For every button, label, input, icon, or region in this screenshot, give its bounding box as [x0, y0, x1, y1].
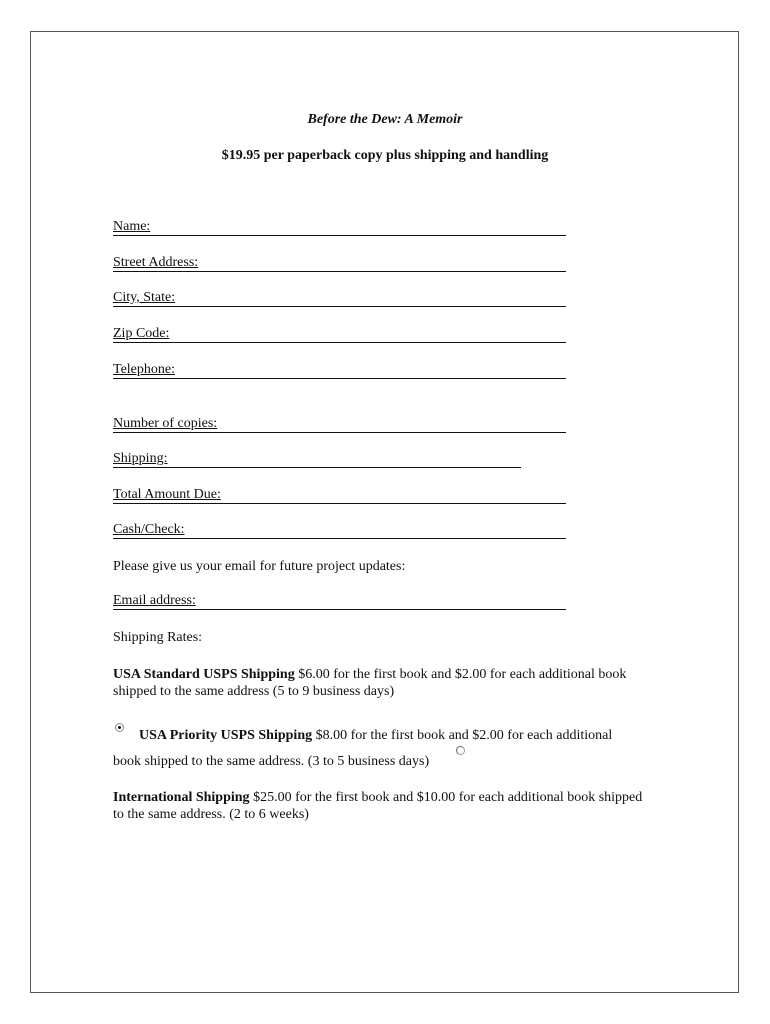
shipping-input[interactable]: [167, 451, 521, 467]
international-shipping-option: [113, 789, 643, 823]
shipping-label: Shipping:: [113, 451, 168, 466]
cash-check-field: [113, 520, 566, 539]
book-title: Before the Dew: A Memoir: [307, 112, 463, 127]
email-prompt: Please give us your email for future project updates:: [113, 559, 406, 574]
total-amount-input[interactable]: [221, 487, 566, 503]
street-address-label: Street Address:: [113, 255, 199, 270]
priority-shipping-radio[interactable]: [115, 723, 124, 732]
cash-check-label: Cash/Check:: [113, 522, 185, 537]
city-state-label: City, State:: [113, 290, 176, 305]
shipping-field: [113, 449, 521, 468]
street-address-input[interactable]: [198, 255, 566, 271]
street-address-field: [113, 253, 566, 272]
international-shipping-name: International Shipping: [113, 790, 250, 805]
name-field: [113, 217, 566, 236]
priority-shipping-desc-line1: $8.00 for the first book and $2.00 for each additional: [312, 728, 613, 743]
copies-field: [113, 414, 566, 433]
telephone-field: [113, 360, 566, 379]
total-amount-label: Total Amount Due:: [113, 487, 221, 502]
priority-shipping-name: USA Priority USPS Shipping: [139, 728, 313, 743]
priority-shipping-option-line1: [139, 727, 659, 744]
standard-shipping-name: USA Standard USPS Shipping: [113, 667, 295, 682]
zip-code-label: Zip Code:: [113, 326, 170, 341]
name-label: Name:: [113, 219, 151, 234]
shipping-rates-heading: Shipping Rates:: [113, 630, 203, 645]
zip-code-field: [113, 324, 566, 343]
copies-label: Number of copies:: [113, 416, 218, 431]
standard-shipping-desc: $6.00 for the first book and $2.00 for each additional book shipped to the same address (5 to 9 business days): [113, 667, 627, 699]
alternate-shipping-radio[interactable]: [456, 746, 465, 755]
copies-input[interactable]: [217, 416, 566, 432]
priority-shipping-option-line2: [113, 753, 643, 770]
priority-shipping-desc-line2: book shipped to the same address. (3 to 5 business days): [113, 754, 430, 769]
price-line: $19.95 per paperback copy plus shipping and handling: [221, 148, 549, 163]
email-input[interactable]: [196, 593, 566, 609]
name-input[interactable]: [150, 219, 566, 235]
document-page: [30, 31, 739, 993]
international-shipping-desc: $25.00 for the first book and $10.00 for each additional book shipped to the same address. (2 to 6 weeks): [113, 790, 643, 822]
telephone-label: Telephone:: [113, 362, 175, 377]
email-label: Email address:: [113, 593, 196, 608]
city-state-field: [113, 288, 566, 307]
telephone-input[interactable]: [175, 362, 566, 378]
email-field: [113, 591, 566, 610]
total-amount-field: [113, 485, 566, 504]
cash-check-input[interactable]: [185, 522, 566, 538]
zip-code-input[interactable]: [169, 326, 566, 342]
standard-shipping-option: [113, 666, 643, 700]
city-state-input[interactable]: [175, 290, 566, 306]
